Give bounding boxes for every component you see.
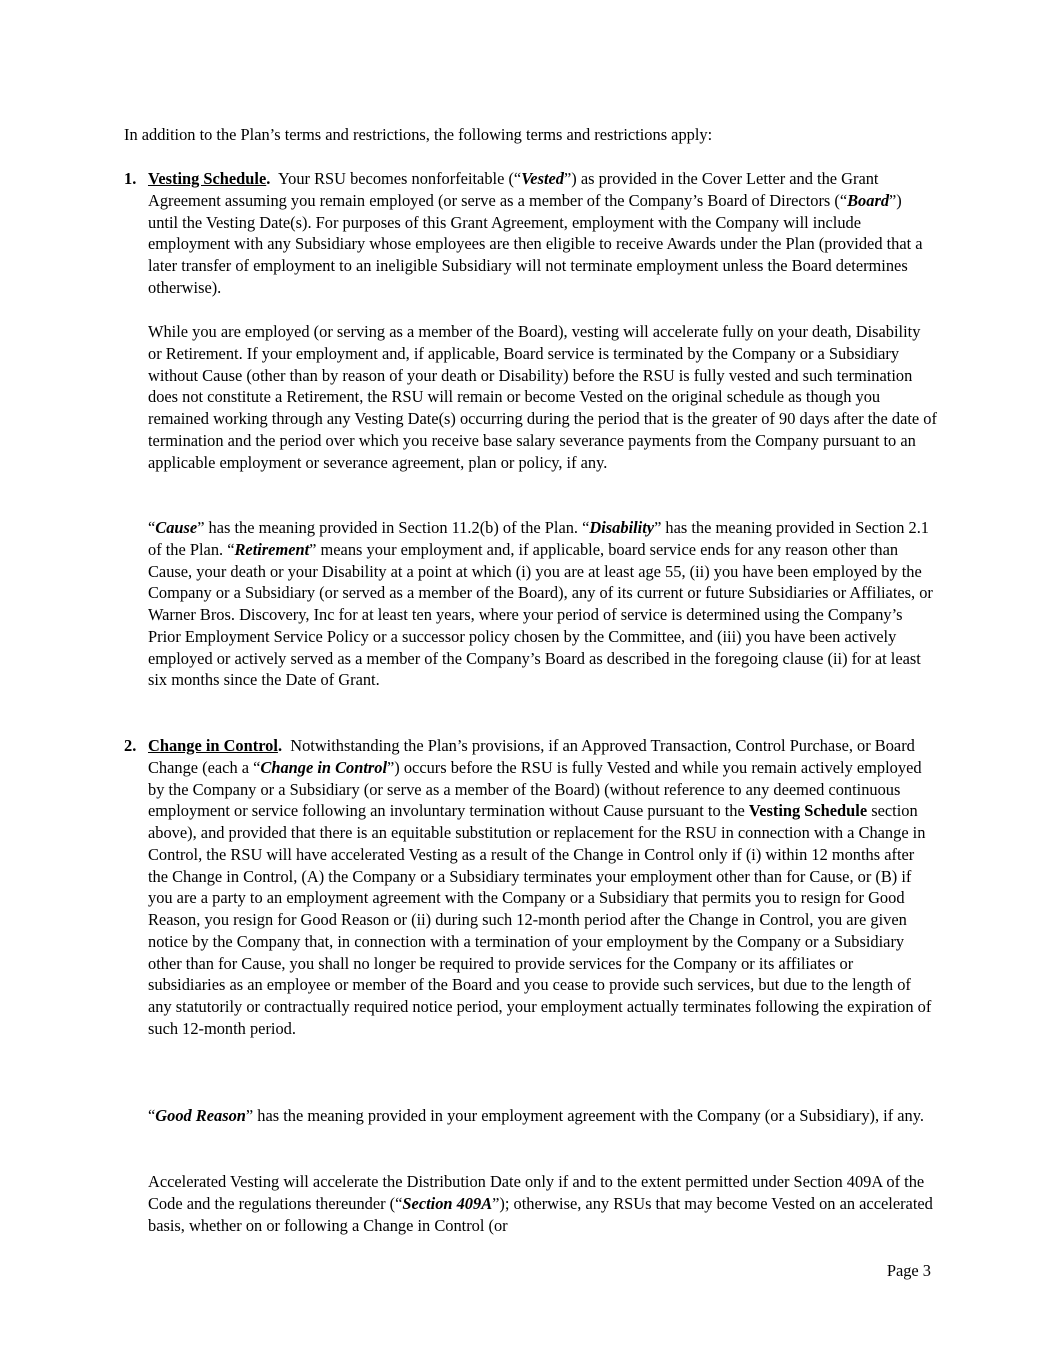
section-number: 2. bbox=[124, 736, 137, 755]
section-2-good-reason: “Good Reason” has the meaning provided in your employment agreement with the Company (or a Subsidiary), if any. bbox=[148, 1106, 924, 1125]
section-1-paragraph-2: While you are employed (or serving as a member of the Board), vesting will accelerate fully on your death, Disability or Retirement. If your employment and, if applicable, Board service is terminated by the Company or a Subsidiary without Cause (other than by reason of your death or Disability) before the RSU is fully vested and such termination does not constitute a Retirement, the RSU will remain or become Vested on the original schedule as though you remained working through any Vesting Date(s) occurring during the period that is the greater of 90 days after the date of termination and the period over which you receive base salary severance payments from the Company pursuant to an applicable employment or severance agreement, plan or policy, if any. bbox=[148, 322, 937, 472]
section-heading: Vesting Schedule bbox=[148, 169, 267, 188]
section-1-paragraph-1: Vesting Schedule. Your RSU becomes nonforfeitable (“Vested”) as provided in the Cover Letter and the Grant Agreement assuming you remain employed (or serve as a member of the Company’s Board of Directors (“Board”) until the Vesting Date(s). For purposes of this Grant Agreement, employment with the Company will include employment with any Subsidiary whose employees are then eligible to receive Awards under the Plan (provided that a later transfer of employment to an ineligible Subsidiary will not terminate employment unless the Board determines otherwise). bbox=[148, 169, 923, 297]
section-2-paragraph-1: Change in Control. Notwithstanding the Plan’s provisions, if an Approved Transaction, Control Purchase, or Board Change (each a “Change in Control”) occurs before the RSU is fully Vested and while you remain actively employed by the Company or a Subsidiary (or serve as a member of the Board) (without reference to any deemed continuous employment or service following an involuntary termination without Cause pursuant to the Vesting Schedule section above), and provided that there is an equitable substitution or replacement for the RSU in connection with a Change in Control, the RSU will have accelerated Vesting as a result of the Change in Control only if (i) within 12 months after the Change in Control, (A) the Company or a Subsidiary terminates your employment other than for Cause, or (B) if you are a party to an employment agreement with the Company or a Subsidiary that permits you to resign for Good Reason, you resign for Good Reason or (ii) during such 12-month period after the Change in Control, you are given notice by the Company that, in connection with a termination of your employment by the Company or a Subsidiary other than for Cause, you shall no longer be required to provide services for the Company or its affiliates or subsidiaries as an employee or member of the Board and you cease to provide such services, but due to the length of any statutorily or contractually required notice period, your employment actually terminates following the expiration of such 12-month period. bbox=[148, 736, 932, 1038]
cross-reference: Vesting Schedule bbox=[748, 801, 868, 821]
defined-term: Vested bbox=[521, 169, 564, 188]
defined-term: Retirement bbox=[234, 539, 310, 559]
defined-term: Section 409A bbox=[402, 1193, 493, 1213]
defined-term: Good Reason bbox=[155, 1106, 246, 1125]
intro-paragraph: In addition to the Plan’s terms and restrictions, the following terms and restrictions apply: bbox=[124, 125, 713, 144]
defined-term: Cause bbox=[155, 518, 198, 537]
defined-term: Change in Control bbox=[260, 757, 388, 777]
defined-term: Board bbox=[847, 190, 890, 210]
section-1-vesting-schedule bbox=[124, 168, 934, 299]
section-1-definitions: “Cause” has the meaning provided in Section 11.2(b) of the Plan. “Disability” has the meaning provided in Section 2.1 of the Plan. “Retirement” means your employment and, if applicable, board service ends for any reason other than Cause, your death or your Disability at a point at which (i) you are at least age 55, (ii) you have been employed by the Company or a Subsidiary (or served as a member of the Board), any of its current or future Subsidiaries or Affiliates, or Warner Bros. Discovery, Inc for at least ten years, where your period of service is determined using the Company’s Prior Employment Service Policy or a successor policy chosen by the Committee, and (iii) you have been actively employed or actively served as a member of the Company’s Board as described in the foregoing clause (ii) for at least six months since the Date of Grant. bbox=[148, 518, 933, 690]
section-2-paragraph-3: Accelerated Vesting will accelerate the Distribution Date only if and to the extent permitted under Section 409A of the Code and the regulations thereunder (“Section 409A”); otherwise, any RSUs that may become Vested on an accelerated basis, whether on or following a Change in Control (or bbox=[148, 1172, 933, 1235]
page-number: Page 3 bbox=[886, 1261, 931, 1280]
section-number: 1. bbox=[124, 169, 137, 188]
section-2-change-in-control bbox=[124, 735, 934, 1040]
section-heading: Change in Control bbox=[148, 736, 278, 755]
defined-term: Disability bbox=[589, 518, 655, 537]
